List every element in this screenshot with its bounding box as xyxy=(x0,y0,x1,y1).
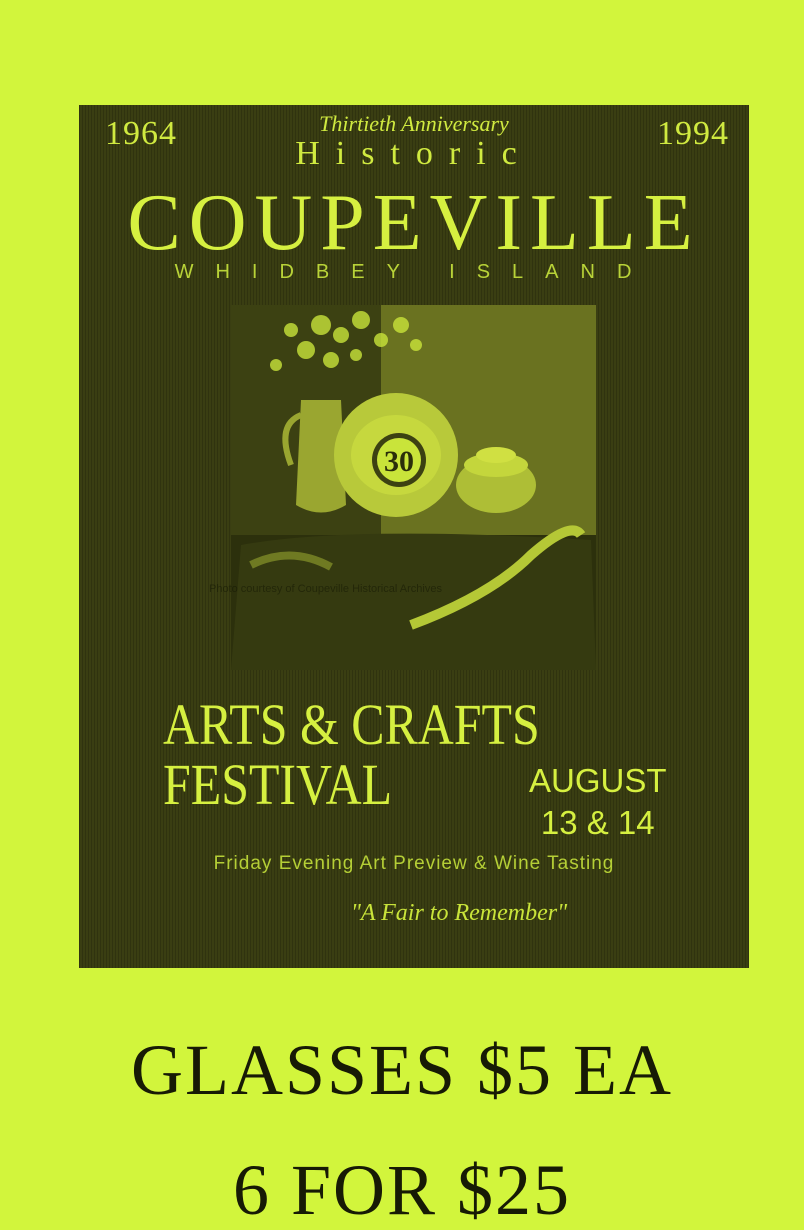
start-year: 1964 xyxy=(105,115,177,152)
still-life-painting xyxy=(231,305,596,670)
historic-label: Historic xyxy=(295,135,533,172)
badge-number: 30 xyxy=(384,445,414,478)
anniversary-script: Thirtieth Anniversary xyxy=(319,111,509,136)
preview-event: Friday Evening Art Preview & Wine Tasting xyxy=(213,853,615,874)
bulk-price: 6 FOR $25 xyxy=(232,1150,572,1230)
festival-poster xyxy=(79,105,749,968)
festival-title-line1: ARTS & CRAFTS xyxy=(163,692,540,757)
festival-title-line2: FESTIVAL xyxy=(163,752,393,817)
still-life-illustration xyxy=(231,305,596,670)
photo-credit: Photo courtesy of Coupeville Historical Archives xyxy=(209,583,442,595)
festival-date xyxy=(529,760,667,844)
end-year: 1994 xyxy=(657,115,729,152)
town-name: COUPEVILLE xyxy=(127,179,701,267)
island-name: WHIDBEY ISLAND xyxy=(174,261,654,283)
festival-title xyxy=(163,692,540,817)
festival-month: AUGUST xyxy=(529,762,667,799)
festival-slogan: "A Fair to Remember" xyxy=(350,900,568,926)
festival-days: 13 & 14 xyxy=(540,804,655,841)
glasses-price: GLASSES $5 EA xyxy=(130,1030,674,1110)
